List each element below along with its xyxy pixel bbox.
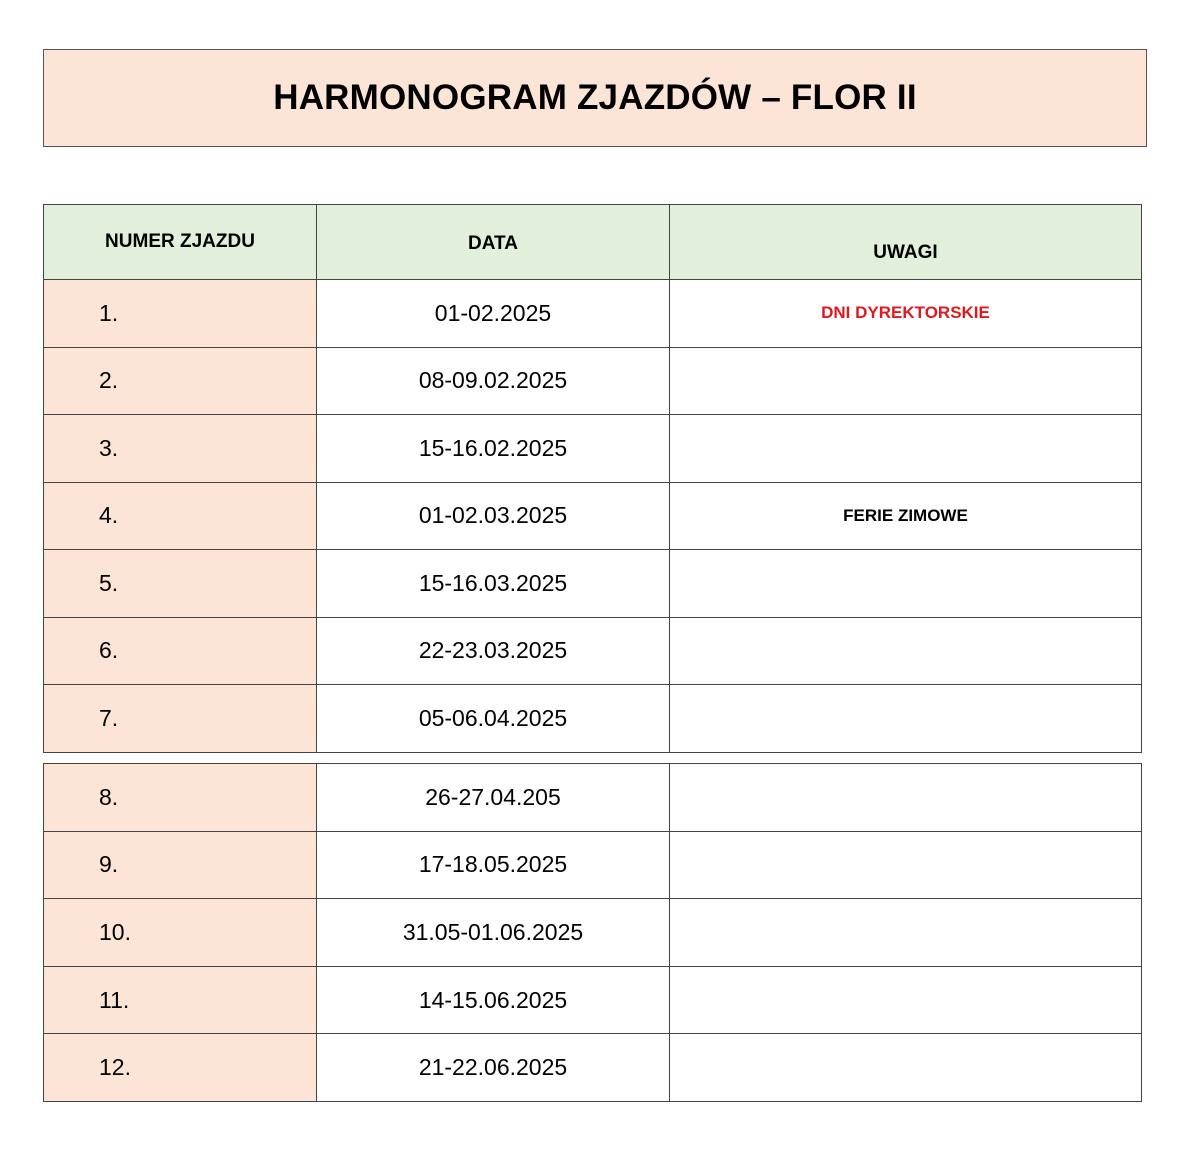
schedule-table	[43, 204, 1142, 753]
row-number: 3.	[44, 415, 317, 483]
row-notes	[670, 685, 1142, 753]
table-row	[44, 1034, 1142, 1102]
title-box	[43, 49, 1147, 147]
row-date: 15-16.02.2025	[317, 415, 670, 483]
row-notes	[670, 966, 1142, 1034]
row-notes	[670, 347, 1142, 415]
row-date: 05-06.04.2025	[317, 685, 670, 753]
row-notes: DNI DYREKTORSKIE	[670, 280, 1142, 348]
row-number: 1.	[44, 280, 317, 348]
schedule-table-continued	[43, 763, 1142, 1102]
row-number: 6.	[44, 617, 317, 685]
row-date: 17-18.05.2025	[317, 831, 670, 899]
table-row	[44, 280, 1142, 348]
table-row	[44, 415, 1142, 483]
row-notes	[670, 831, 1142, 899]
row-number: 2.	[44, 347, 317, 415]
row-number: 8.	[44, 764, 317, 832]
table-row	[44, 685, 1142, 753]
row-notes	[670, 899, 1142, 967]
row-number: 5.	[44, 550, 317, 618]
header-number: NUMER ZJAZDU	[44, 205, 317, 280]
row-notes	[670, 1034, 1142, 1102]
row-number: 7.	[44, 685, 317, 753]
row-date: 22-23.03.2025	[317, 617, 670, 685]
row-notes	[670, 550, 1142, 618]
row-number: 12.	[44, 1034, 317, 1102]
table-row	[44, 347, 1142, 415]
row-date: 15-16.03.2025	[317, 550, 670, 618]
row-date: 26-27.04.205	[317, 764, 670, 832]
row-date: 21-22.06.2025	[317, 1034, 670, 1102]
row-number: 11.	[44, 966, 317, 1034]
table-row	[44, 966, 1142, 1034]
row-date: 01-02.03.2025	[317, 482, 670, 550]
header-notes: UWAGI	[670, 205, 1142, 280]
row-number: 10.	[44, 899, 317, 967]
header-row	[44, 205, 1142, 280]
row-date: 08-09.02.2025	[317, 347, 670, 415]
table-row	[44, 899, 1142, 967]
header-date: DATA	[317, 205, 670, 280]
table-row	[44, 764, 1142, 832]
table-row	[44, 550, 1142, 618]
row-number: 9.	[44, 831, 317, 899]
row-date: 31.05-01.06.2025	[317, 899, 670, 967]
table-row	[44, 482, 1142, 550]
row-notes	[670, 764, 1142, 832]
row-notes	[670, 617, 1142, 685]
page-title: HARMONOGRAM ZJAZDÓW – FLOR II	[273, 78, 917, 117]
row-notes: FERIE ZIMOWE	[670, 482, 1142, 550]
table-row	[44, 617, 1142, 685]
row-number: 4.	[44, 482, 317, 550]
row-date: 14-15.06.2025	[317, 966, 670, 1034]
row-date: 01-02.2025	[317, 280, 670, 348]
table-row	[44, 831, 1142, 899]
row-notes	[670, 415, 1142, 483]
